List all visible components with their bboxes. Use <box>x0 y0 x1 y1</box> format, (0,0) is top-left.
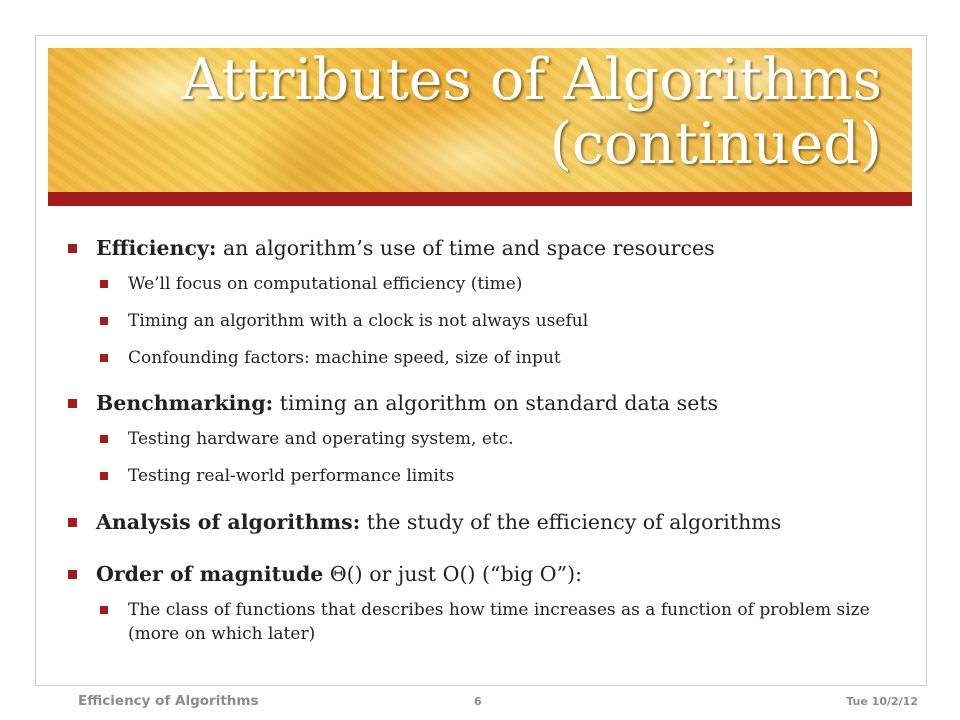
bullet-text: Θ() or just O() (“big O”): <box>323 562 582 586</box>
square-bullet-icon <box>100 435 108 443</box>
slide-title <box>181 48 882 176</box>
sub-bullet <box>100 346 888 370</box>
footer-course-title: Efficiency of Algorithms <box>78 693 259 709</box>
bullet-efficiency <box>68 234 888 262</box>
bullet-analysis-of-algorithms <box>68 508 888 536</box>
square-bullet-icon <box>68 244 77 253</box>
square-bullet-icon <box>100 606 108 614</box>
bullet-text: an algorithm’s use of time and space resources <box>216 236 715 260</box>
bullet-order-of-magnitude <box>68 560 888 588</box>
sub-bullet-text: The class of functions that describes how time increases as a function of problem size (more on which later) <box>128 600 870 644</box>
sub-bullet <box>100 598 888 646</box>
slide-title-line-2: (continued) <box>549 111 882 177</box>
sub-bullet-text: Timing an algorithm with a clock is not always useful <box>128 311 589 331</box>
sub-bullet <box>100 464 888 488</box>
bullet-term: Analysis of algorithms: <box>96 510 361 534</box>
sub-bullet <box>100 427 888 451</box>
slide-content <box>68 226 888 646</box>
bullet-text: the study of the efficiency of algorithms <box>360 510 782 534</box>
square-bullet-icon <box>68 518 77 527</box>
sub-bullet-text: Testing hardware and operating system, etc. <box>128 429 514 449</box>
title-banner <box>48 48 912 192</box>
footer-page-number: 6 <box>474 695 482 708</box>
title-underline-bar <box>48 192 912 206</box>
sub-bullet-text: We’ll focus on computational efficiency (time) <box>128 274 523 294</box>
square-bullet-icon <box>100 354 108 362</box>
sub-bullet <box>100 272 888 296</box>
sub-bullet-text: Confounding factors: machine speed, size of input <box>128 348 561 368</box>
bullet-benchmarking <box>68 389 888 417</box>
bullet-text: timing an algorithm on standard data sets <box>273 391 719 415</box>
bullet-term: Efficiency: <box>96 236 217 260</box>
slide-title-line-1: Attributes of Algorithms <box>181 48 882 113</box>
square-bullet-icon <box>100 472 108 480</box>
square-bullet-icon <box>100 317 108 325</box>
sub-bullet <box>100 309 888 333</box>
bullet-term: Benchmarking: <box>96 391 274 415</box>
footer-date: Tue 10/2/12 <box>846 695 918 708</box>
square-bullet-icon <box>100 280 108 288</box>
bullet-term: Order of magnitude <box>96 562 324 586</box>
square-bullet-icon <box>68 399 77 408</box>
square-bullet-icon <box>68 570 77 579</box>
sub-bullet-text: Testing real-world performance limits <box>128 466 455 486</box>
